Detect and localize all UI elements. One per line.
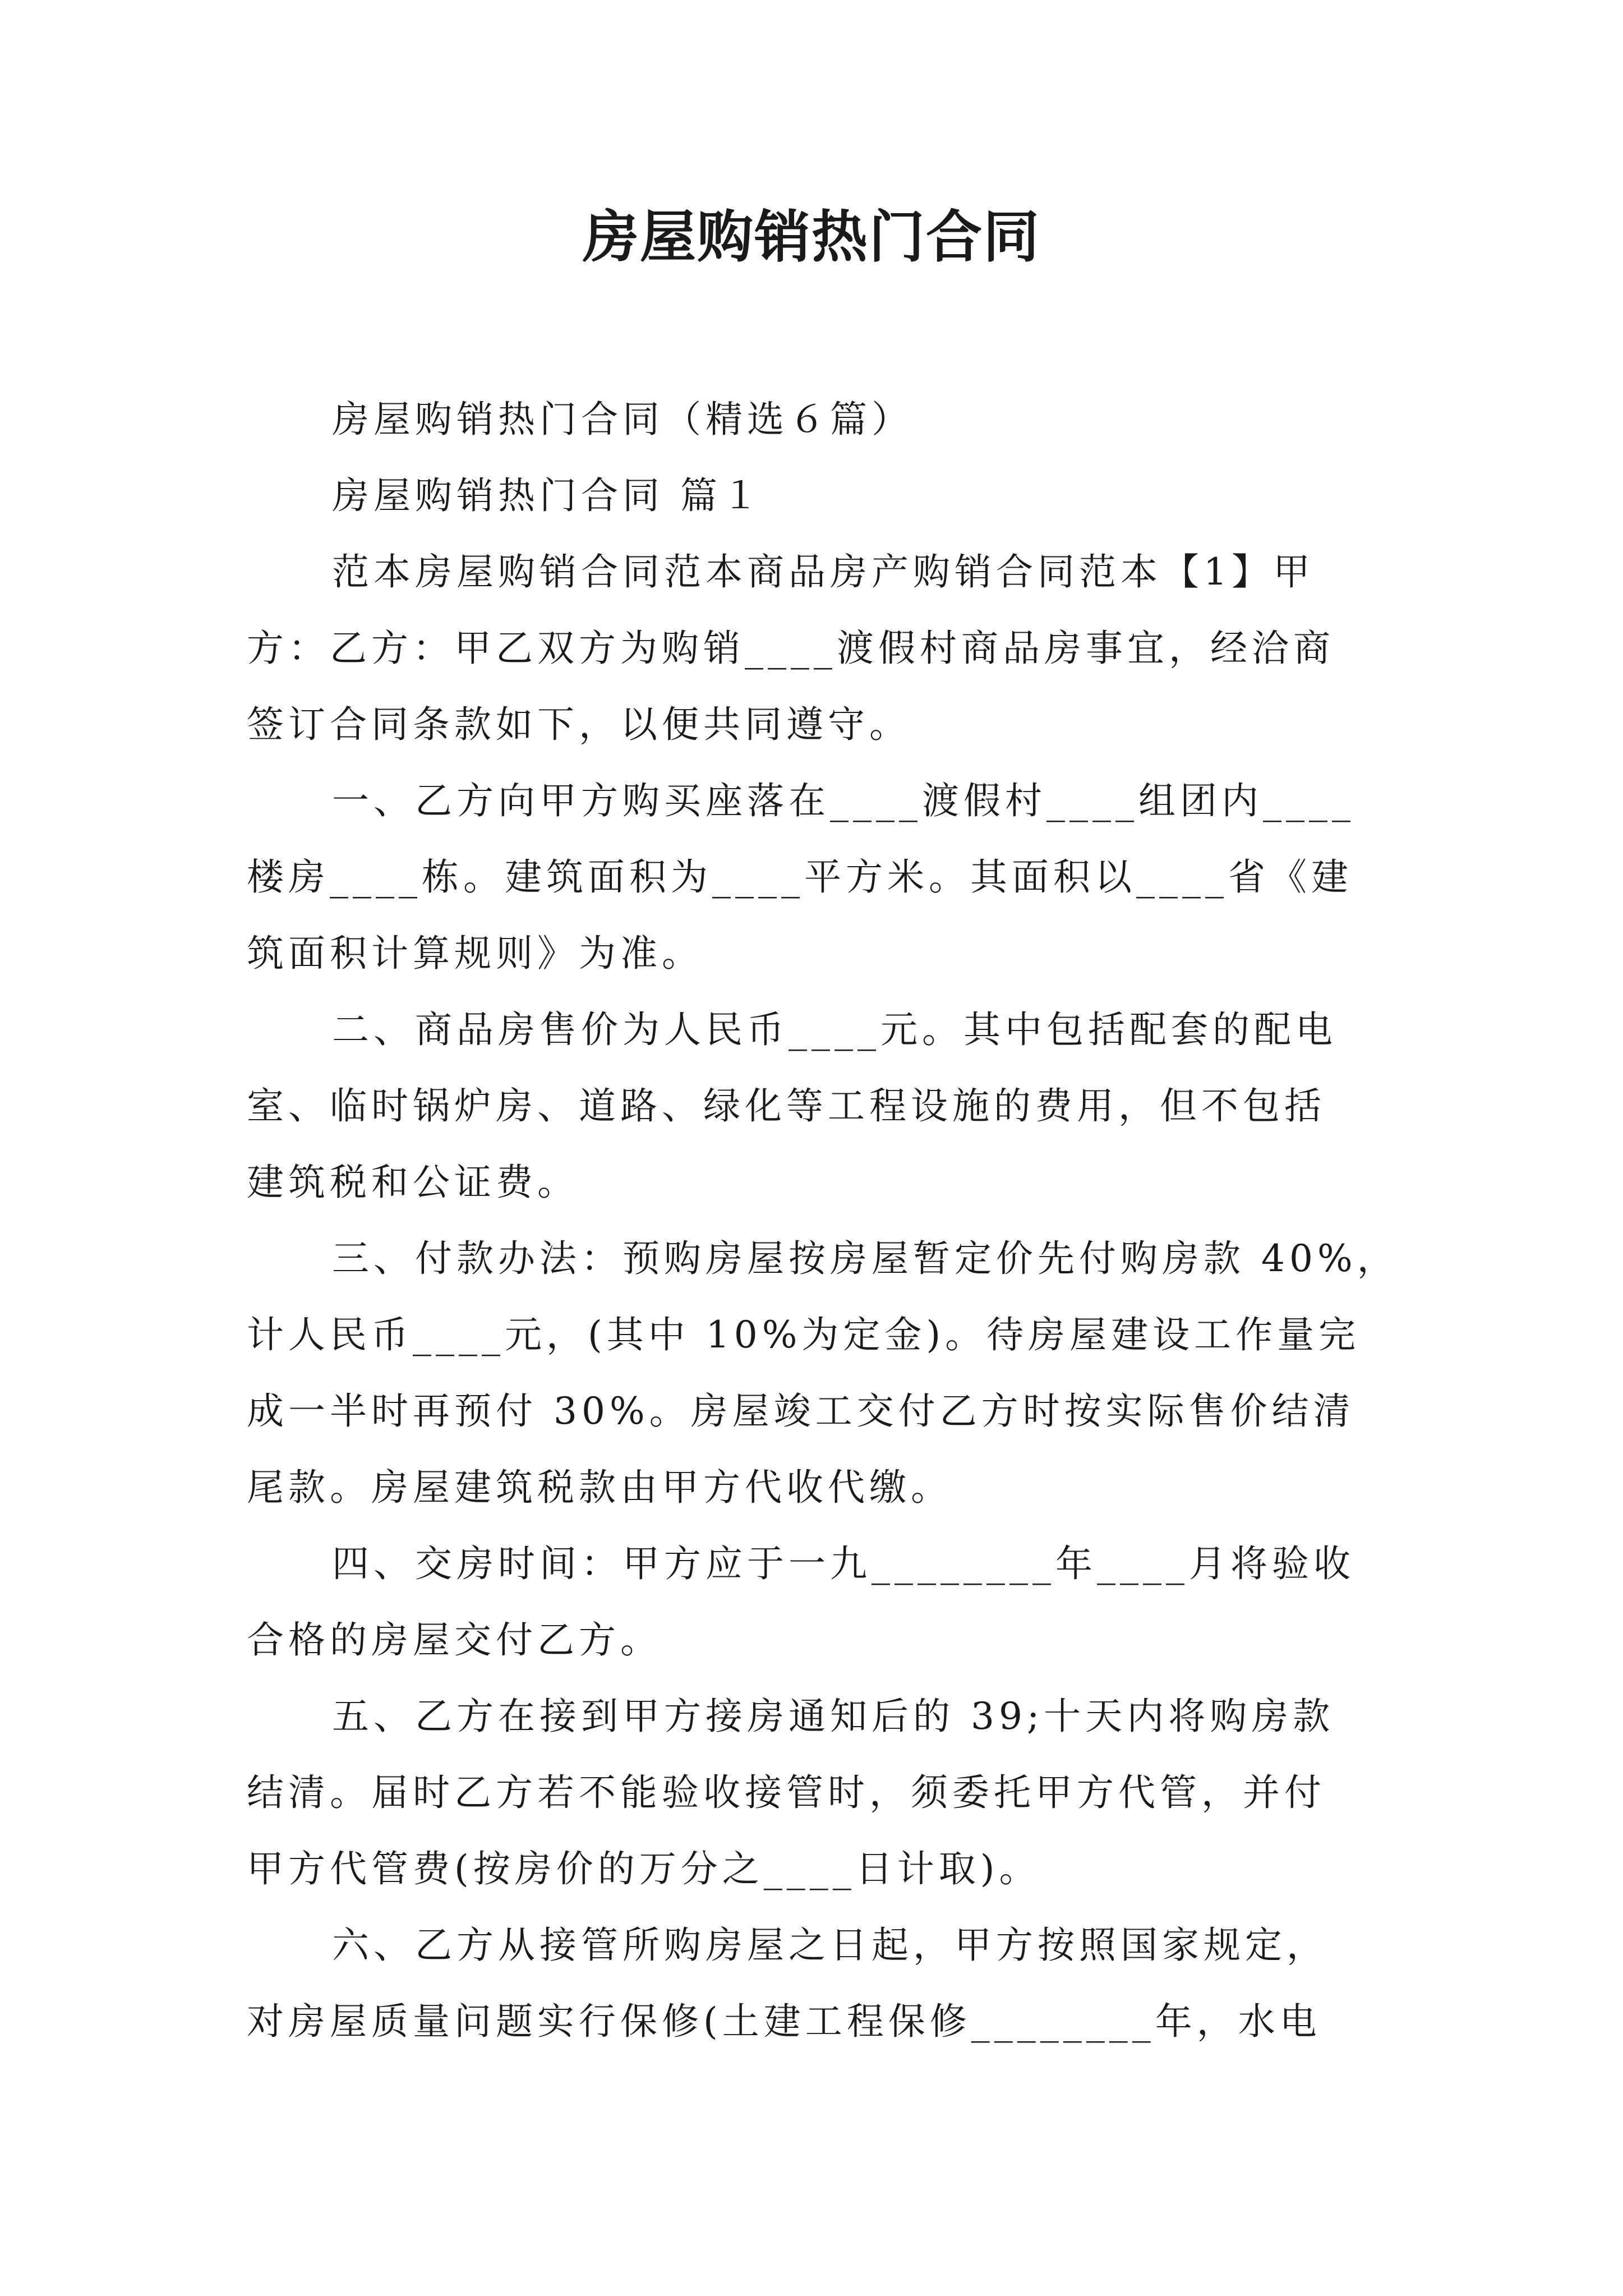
paragraph-line: 建筑税和公证费。 (247, 1161, 579, 1204)
paragraph-line: 方：乙方：甲乙双方为购销____渡假村商品房事宜，经洽商 (247, 627, 1335, 670)
paragraph-line: 五、乙方在接到甲方接房通知后的 39;十天内将购房款 (332, 1695, 1335, 1738)
paragraph-line: 楼房____栋。建筑面积为____平方米。其面积以____省《建 (247, 855, 1353, 899)
paragraph-line: 范本房屋购销合同范本商品房产购销合同范本【1】甲 (332, 550, 1315, 593)
section-heading: 房屋购销热门合同 篇１ (332, 474, 763, 517)
paragraph-line: 三、付款办法：预购房屋按房屋暂定价先付购房款 40%， (332, 1237, 1399, 1280)
paragraph-line: 四、交房时间：甲方应于一九________年____月将验收 (332, 1542, 1355, 1585)
paragraph-line: 结清。届时乙方若不能验收接管时，须委托甲方代管，并付 (247, 1771, 1326, 1814)
paragraph-line: 对房屋质量问题实行保修(土建工程保修________年，水电 (247, 2000, 1321, 2043)
subtitle-line: 房屋购销热门合同（精选６篇） (332, 398, 913, 441)
document-body (247, 381, 1399, 2060)
document-title: 房屋购销热门合同 (583, 204, 1040, 270)
paragraph-line: 六、乙方从接管所购房屋之日起，甲方按照国家规定， (332, 1924, 1328, 1967)
paragraph-line: 一、乙方向甲方购买座落在____渡假村____组团内____ (332, 779, 1355, 822)
paragraph-line: 二、商品房售价为人民币____元。其中包括配套的配电 (332, 1008, 1337, 1051)
paragraph-line: 甲方代管费(按房价的万分之____日计取)。 (247, 1847, 1041, 1890)
paragraph-line: 合格的房屋交付乙方。 (247, 1618, 662, 1662)
paragraph-line: 尾款。房屋建筑税款由甲方代收代缴。 (247, 1466, 952, 1509)
paragraph-line: 筑面积计算规则》为准。 (247, 932, 703, 975)
paragraph-line: 成一半时再预付 30%。房屋竣工交付乙方时按实际售价结清 (247, 1389, 1355, 1433)
paragraph-line: 签订合同条款如下，以便共同遵守。 (247, 703, 911, 746)
paragraph-line: 室、临时锅炉房、道路、绿化等工程设施的费用，但不包括 (247, 1084, 1326, 1128)
paragraph-line: 计人民币____元，(其中 10%为定金)。待房屋建设工作量完 (247, 1313, 1361, 1356)
